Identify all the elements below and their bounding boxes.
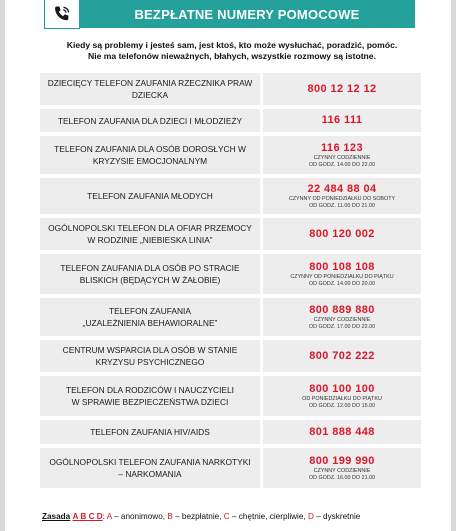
helpline-hours-days: CZYNNY OD PONIEDZIAŁKU DO SOBOTY (288, 195, 396, 202)
helpline-name-line-1: TELEFON ZAUFANIA HIV/AIDS (90, 427, 210, 437)
helpline-number-cell (262, 338, 422, 374)
helpline-hours-days: CZYNNY CODZIENNIE (313, 154, 371, 161)
helpline-name-line-2: „UZALEŻNIENIA BEHAWIORALNE” (82, 318, 218, 328)
footer-b-letter: B (167, 512, 173, 521)
helpline-row (40, 296, 421, 338)
helplines-table (40, 73, 421, 492)
helpline-name-line-1: TELEFON ZAUFANIA DLA OSÓB PO STRACIE (60, 263, 240, 273)
helpline-name (40, 252, 262, 296)
helpline-name-line-1: TELEFON DLA RODZICÓW I NAUCZYCIELI (66, 385, 234, 395)
helpline-name-line-1: CENTRUM WSPARCIA DLA OSÓB W STANIE (62, 345, 238, 355)
helpline-phone-number[interactable]: 800 702 222 (309, 349, 375, 362)
helpline-hours-days: CZYNNY CODZIENNIE (313, 316, 371, 323)
helpline-name-line-1: OGÓLNOPOLSKI TELEFON ZAUFANIA NARKOTYKI (49, 457, 251, 467)
page-title-banner (79, 0, 415, 28)
helpline-row (40, 446, 421, 490)
helpline-phone-number[interactable]: 800 108 108 (309, 260, 375, 273)
helpline-name (40, 418, 262, 446)
helpline-number-cell (262, 216, 422, 252)
helpline-name-line-1: OGÓLNOPOLSKI TELEFON DLA OFIAR PRZEMOCY (48, 223, 252, 233)
helpline-row (40, 73, 421, 107)
helpline-name-line-1: TELEFON ZAUFANIA DLA DZIECI I MŁODZIEŻY (57, 115, 243, 126)
helpline-name-line-1: TELEFON ZAUFANIA DLA OSÓB DOROSŁYCH W (54, 144, 246, 154)
footer-a-letter: A (106, 512, 112, 521)
helpline-name (40, 73, 262, 107)
helpline-row (40, 216, 421, 252)
helpline-name-line-2: – NARKOMANIA (118, 469, 182, 479)
helpline-hours-time: OD GODZ. 11.00 DO 21.00 (309, 202, 375, 209)
helpline-phone-number[interactable]: 800 199 990 (309, 454, 375, 467)
helpline-phone-number[interactable]: 22 484 88 04 (307, 182, 377, 195)
helpline-phone-number[interactable]: 800 12 12 12 (307, 82, 377, 95)
helpline-hours-time: OD GODZ. 12.00 DO 15.00 (308, 402, 376, 409)
helpline-number-cell (262, 418, 422, 446)
helpline-row (40, 252, 421, 296)
intro-text (60, 40, 404, 62)
helpline-row (40, 338, 421, 374)
helpline-name-line-2: BLISKICH (BĘDĄCYCH W ŻAŁOBIE) (79, 275, 221, 285)
helpline-number-cell (262, 374, 422, 418)
helpline-row (40, 107, 421, 134)
helpline-number-cell (262, 176, 422, 216)
right-edge-strip (451, 0, 456, 531)
helpline-number-cell (262, 134, 422, 176)
footer-a-text: – anonimowo, (111, 512, 168, 521)
helpline-phone-number[interactable]: 800 889 880 (309, 303, 375, 316)
intro-line-1: Kiedy są problemy i jesteś sam, jest ktoś, kto może wysłuchać, poradzić, pomóc. (66, 40, 398, 50)
helpline-phone-number[interactable]: 116 123 (321, 141, 363, 154)
helpline-hours-days: OD PONIEDZIAŁKU DO PIĄTKU (302, 395, 382, 402)
helpline-number-cell (262, 73, 422, 107)
footer-c-letter: C (223, 512, 230, 521)
footer-b-text: – bezpłatnie, (172, 512, 224, 521)
footer-rule (42, 512, 422, 521)
helpline-hours-days: CZYNNY OD PONIEDZIAŁKU DO PIĄTKU (290, 273, 394, 280)
helpline-name-line-1: TELEFON ZAUFANIA (109, 306, 191, 316)
helpline-row (40, 134, 421, 176)
helpline-row (40, 176, 421, 216)
helpline-name-line-2: KRYZYSU PSYCHICZNEGO (95, 357, 205, 367)
helpline-name (40, 374, 262, 418)
footer-letters: A B C D (72, 512, 103, 521)
helpline-row (40, 374, 421, 418)
footer-sep: : (102, 512, 105, 521)
helpline-name (40, 446, 262, 490)
phone-ringing-icon (44, 0, 80, 29)
page-title: BEZPŁATNE NUMERY POMOCOWE (134, 6, 360, 22)
helpline-name (40, 107, 262, 134)
helpline-name (40, 338, 262, 374)
footer-d-text: – dyskretnie (313, 512, 361, 521)
helpline-name (40, 134, 262, 176)
helpline-phone-number[interactable]: 801 888 448 (309, 425, 375, 438)
footer-c-text: – chętnie, cierpliwie, (229, 512, 308, 521)
helpline-name-line-2: KRYZYSIE EMOCJONALNYM (92, 156, 208, 166)
helpline-hours-days: CZYNNY CODZIENNIE (313, 467, 371, 474)
helpline-number-cell (262, 252, 422, 296)
helpline-name (40, 176, 262, 216)
helpline-name (40, 296, 262, 338)
helpline-name-line-1: TELEFON ZAUFANIA MŁODYCH (87, 191, 213, 201)
helpline-hours-time: OD GODZ. 16.00 DO 21.00 (308, 474, 376, 481)
helpline-phone-number[interactable]: 800 120 002 (309, 227, 375, 240)
footer-label: Zasada (42, 512, 71, 521)
helpline-phone-number[interactable]: 116 111 (321, 114, 363, 126)
helpline-phone-number[interactable]: 800 100 100 (309, 382, 375, 395)
intro-line-2: Nie ma telefonów nieważnych, błahych, wszystkie rozmowy są istotne. (88, 51, 376, 61)
helpline-hours-time: OD GODZ. 17.00 DO 22.00 (308, 323, 376, 330)
helpline-name (40, 216, 262, 252)
helpline-name-line-1: DZIECIĘCY TELEFON ZAUFANIA RZECZNIKA PRAW (47, 78, 253, 88)
helpline-number-cell (262, 107, 422, 134)
helpline-number-cell (262, 446, 422, 490)
left-edge-strip (0, 0, 5, 531)
footer-d-letter: D (307, 512, 314, 521)
helpline-name-line-2: DZIECKA (131, 90, 169, 100)
helpline-number-cell (262, 296, 422, 338)
helpline-hours-time: OD GODZ. 14.00 DO 22.00 (308, 161, 376, 168)
helpline-name-line-2: W SPRAWIE BEZPIECZEŃSTWA DZIECI (71, 397, 229, 407)
helpline-row (40, 418, 421, 446)
helpline-name-line-2: W RODZINIE „NIEBIESKA LINIA” (87, 235, 213, 245)
helpline-hours-time: OD GODZ. 14.00 DO 20.00 (308, 280, 376, 287)
